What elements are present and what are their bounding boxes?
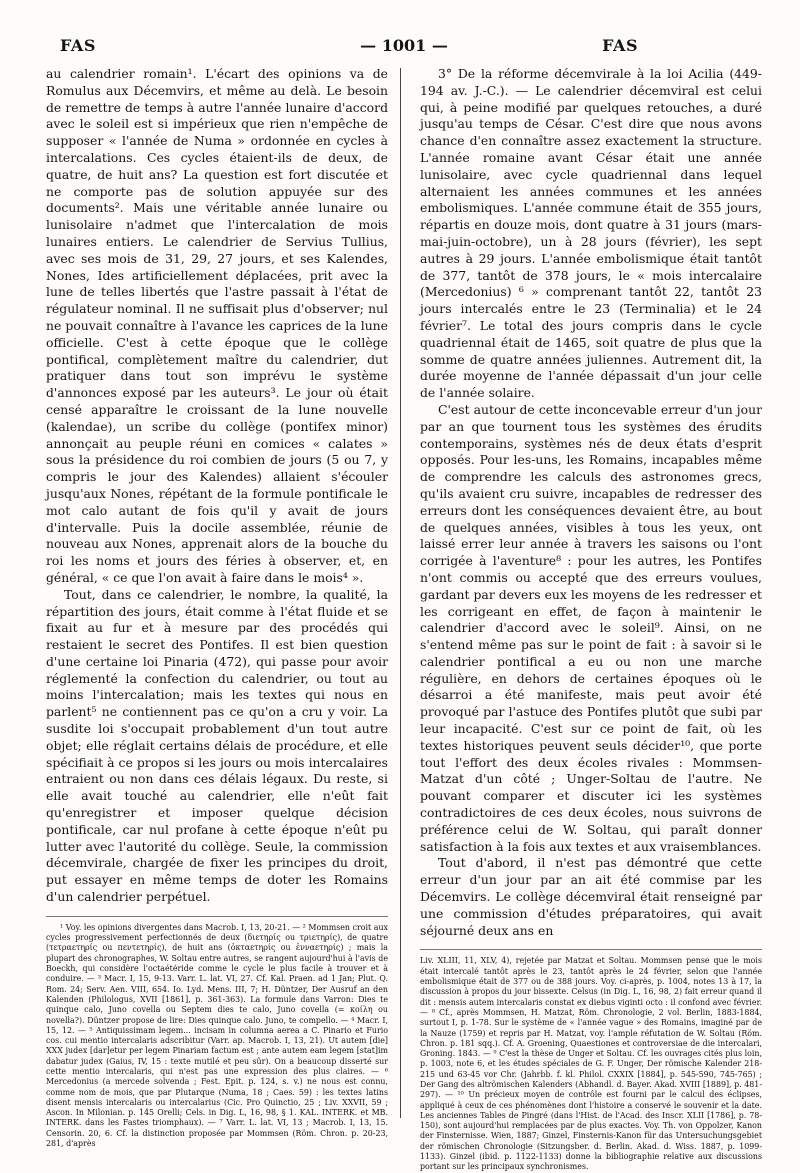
right-column: [420, 66, 762, 1173]
right-paragraph-1: 3° De la réforme décemvirale à la loi Acilia (449-194 av. J.-C.). — Le calendrier décemviral est celui qui, à peine modifié par quelques retouches, a duré jusqu'au temps de César. C'est dire que nous avons chance d'en connaître assez exactement la structure. L'année romaine avant César était une année lunisolaire, avec cycle quadriennal dans lequel alternaient les années communes et les années embolismiques. L'année commune était de 355 jours, répartis en douze mois, dont quatre à 31 jours (mars-mai-juin-octobre), un à 28 jours (février), les sept autres à 29 jours. L'année embolismique était tantôt de 377, tantôt de 378 jours, le « mois intercalaire (Mercedonius) ⁶ » comprenant tantôt 22, tantôt 23 jours intercalés entre le 23 (Terminalia) et le 24 février⁷. Le total des jours compris dans le cycle quadriennal était de 1465, soit quatre de plus que la somme de quatre années juliennes. Autrement dit, la durée moyenne de l'année dépassait d'un jour celle de l'année solaire.: [420, 66, 762, 401]
header-right-keyword: FAS: [602, 36, 638, 55]
left-column: [46, 66, 388, 1173]
right-paragraph-2: C'est autour de cette inconcevable erreur d'un jour par an que tournent tous les systèmes des érudits contemporains, systèmes nés de deux états d'esprit opposés. Pour les-uns, les Romains, incapables même de comprendre les calculs des astronomes grecs, qu'ils avaient cru suivre, incapables de redresser des erreurs dont les conséquences devaient être, au bout de quelques années, visibles à tous les yeux, ont laissé errer leur année à travers les saisons ou l'ont corrigée à l'aventure⁸ : pour les autres, les Pontifes n'ont commis ou accepté que des erreurs voulues, gardant par devers eux les moyens de les redresser et les corrigeant en effet, de façon à maintenir le calendrier d'accord avec le soleil⁹. Ainsi, on ne s'entend même pas sur le point de fait : à savoir si le calendrier pontifical a eu ou non une marche régulière, en dehors de certaines époques où le désarroi a été manifeste, mais peut avoir été provoqué par l'astuce des Pontifes plutôt que subi par leur incapacité. C'est sur ce point de fait, où les textes historiques peuvent seuls décider¹⁰, que porte tout l'effort des deux écoles rivales : Mommsen-Matzat d'un côté ; Unger-Soltau de l'autre. Ne pouvant comparer et discuter ici les systèmes contradictoires de ces deux écoles, nous suivrons de préférence celui de W. Soltau, qui paraît donner satisfaction à la fois aux textes et aux vraisemblances.: [420, 401, 762, 854]
footnote-rule-right: [420, 949, 762, 950]
text-columns: [46, 66, 762, 1173]
column-divider: [400, 68, 401, 1118]
footnote-rule-left: [46, 916, 388, 917]
right-paragraph-3: Tout d'abord, il n'est pas démontré que cette erreur d'un jour par an ait été commise par les Décemvirs. Le collège décemviral était renseigné par une commission d'études préparatoires, qui avait séjourné deux ans en: [420, 855, 762, 938]
running-head: [46, 36, 762, 66]
right-footnotes: Liv. XLIII, 11, XLV, 4), rejetée par Matzat et Soltau. Mommsen pense que le mois était intercalé tantôt après le 23, tantôt après le 24 février, selon que l'année embolismique était de 377 ou de 388 jours. Voy. ci-après, p. 1004, notes 13 à 17, la discussion à propos du jour bissexte. Celsus (in Dig. L, 16, 98, 2) fait erreur quand il dit : mensis autem intercalaris constat ex diebus viginti octo : il confond avec février. — ⁸ Cf., après Mommsen, H. Matzat, Röm. Chronologie, 2 vol. Berlin, 1883-1884, surtout I, p. 1-78. Sur le système de « l'année vague » des Romains, imaginé par de la Nauze (1759) et repris par H. Matzat, voy. l'ample réfutation de W. Soltau (Röm. Chron. p. 181 sqq.). Cf. A. Groening, Quaestiones et controversiae de die intercalari, Groning. 1843. — ⁹ C'est la thèse de Unger et Soltau. Cf. les ouvrages cités plus loin, p. 1003, note 6, et les études spéciales de G. F. Unger, Der römische Kalender 218-215 und 63-45 vor Chr. (Jahrbb. f. kl. Philol. CXXIX [1884], p. 545-590, 745-765) ; Der Gang des altrömischen Kalenders (Abhandl. d. Bayer. Akad. XVIII [1889], p. 481-297). — ¹⁰ Un précieux moyen de contrôle est fourni par le calcul des éclipses, appliqué à ceux de ces phénomènes dont l'histoire a conservé le souvenir et la date. Les anciennes Tables de Pingré (dans l'Hist. de l'Acad. des Inscr. XLII [1786], p. 78-150), sont aujourd'hui remplacées par de plus exactes. Voy. Th. von Oppolzer, Kanon der Finsternisse. Wien, 1887; Ginzel, Finsternis-Kanon für das Untersuchungsgebiet der römischen Chronologie (Sitzungsber. d. Berlin. Akad. d. Wiss. 1887, p. 1099-1133). Ginzel (ibid. p. 1122-1133) donne la bibliographie relative aux discussions portant sur les principaux synchronismes.: [420, 956, 762, 1172]
left-paragraph-2: Tout, dans ce calendrier, le nombre, la qualité, la répartition des jours, était comme à l'état fluide et se fixait au fur et à mesure par des procédés qui restaient le secret des Pontifes. Il est bien question d'une certaine loi Pinaria (472), qui passe pour avoir réglementé la confection du calendrier, ou tout au moins l'intercalation; mais les textes qui nous en parlent⁵ ne contiennent pas ce qu'on a cru y voir. La susdite loi s'occupait probablement d'un tout autre objet; elle réglait certains délais de procédure, et elle spécifiait à ce propos si les jours ou mois intercalaires entraient ou non dans ces délais légaux. Du reste, si elle avait touché au calendrier, elle n'eût fait qu'enregistrer et imposer quelque décision pontificale, car nul profane à cette époque n'eût pu lutter avec l'autorité du collège. Seule, la commission décemvirale, chargée de fixer les principes du droit, put essayer en même temps de doter les Romains d'un calendrier perpétuel.: [46, 586, 388, 905]
left-footnotes: ¹ Voy. les opinions divergentes dans Macrob. I, 13, 20-21. — ² Mommsen croit aux cycles progressivement perfectionnés de deux (διετηρίς ou τριετηρίς), de quatre (τετραετηρίς ou πεντετηρίς), de huit ans (ὀκταετηρίς ou ἐνναετηρίς) ; mais la plupart des chronographes, W. Soltau entre autres, se rangent aujourd'hui à l'avis de Boeckh, qui considère l'octaétéride comme le cycle le plus facile à trouver et à conduire. — ³ Macr. I, 15, 9-13. Varr. L. lat. VI, 27. Cf. Kal. Praen. ad 1 Jan; Plut. Q. Rom. 24; Serv. Aen. VIII, 654. Io. Lyd. Mens. III, 7; H. Düntzer, Der Ausruf an den Kalenden (Philologus, XVII [1861], p. 361-363). La formule dans Varron: Dies te quinque calo, Juno covella ou Septem dies te calo, Juno covella (= κοίλη ou novella?). Düntzer propose de lire: Dies quinque calo. Juno, te compello. — ⁴ Macr. I, 15, 12. — ⁵ Antiquissimam legem... incisam in columna aerea a C. Pinario et Furio cos. cui mentio intercalaris adscribitur (Varr. ap. Macrob. I, 13, 21). Ut autem [die] XXX judex [dar]etur per legem Pinariam factum est ; ante autem eam legem [stat]im dabatur judex (Gaius, IV, 15 : texte mutilé et peu sûr). On a beaucoup disserté sur cette mentio intercalaris, qui n'est pas une expression des plus claires. — ⁶ Mercedonius (a mercede solvenda ; Fest. Epit. p. 124, s. v.) ne nous est connu, comme nom de mois, que par Plutarque (Numa, 18 ; Caes. 59) : les textes latins disent mensis intercalaris ou intercalarius (Cic. Pro Quinctio, 25 ; Liv. XXVII, 59 ; Ascon. In Milonian. p. 145 Orelli; Cels. in Dig. L, 16, 98, § 1. KAL. INTERK. et MB. INTERK. dans les Fastes triomphaux). — ⁷ Varr. L. lat. VI, 13 ; Macrob. I, 13, 15. Censorin. 20, 6. Cf. la distinction proposée par Mommsen (Röm. Chron. p. 20-23, 281, d'après: [46, 922, 388, 1149]
left-paragraph-1: au calendrier romain¹. L'écart des opinions va de Romulus aux Décemvirs, et même au delà. Le besoin de remettre de temps à autre l'année lunaire d'accord avec le soleil est si impérieux que rien n'empêche de supposer « l'année de Numa » ordonnée en cycles à intercalations. Ces cycles étaient-ils de deux, de quatre, de huit ans? La question est fort discutée et ne comporte pas de solution appuyée sur des documents². Mais une véritable année lunaire ou lunisolaire n'admet que l'intercalation de mois lunaires entiers. Le calendrier de Servius Tullius, avec ses mois de 31, 29, 27 jours, et ses Kalendes, Nones, Ides artificiellement déplacées, prit avec la lune de telles libertés que l'astre passait à l'état de régulateur nominal. Il ne suffisait plus d'observer; nul ne pouvait connaître à l'avance les caprices de la lune officielle. C'est à cette époque que le collège pontifical, complètement maître du calendrier, dut pratiquer dans tout son imprévu le système d'annonces exposé par les auteurs³. Le jour où était censé apparaître le croissant de la lune nouvelle (kalendae), un scribe du collège (pontifex minor) annonçait au peuple réuni en comices « calates » sous la présidence du roi combien de jours (5 ou 7, y compris le jour des Kalendes) allaient s'écouler jusqu'aux Nones, répétant de la formule pontificale le mot calo autant de fois qu'il y avait de jours d'intervalle. Puis la docile assemblée, réunie de nouveau aux Nones, apprenait alors de la bouche du roi les noms et jours des féries à observer, et, en général, « ce que l'on avait à faire dans le mois⁴ ».: [46, 66, 388, 585]
header-left-keyword: FAS: [60, 36, 96, 55]
page-number: — 1001 —: [360, 36, 448, 55]
